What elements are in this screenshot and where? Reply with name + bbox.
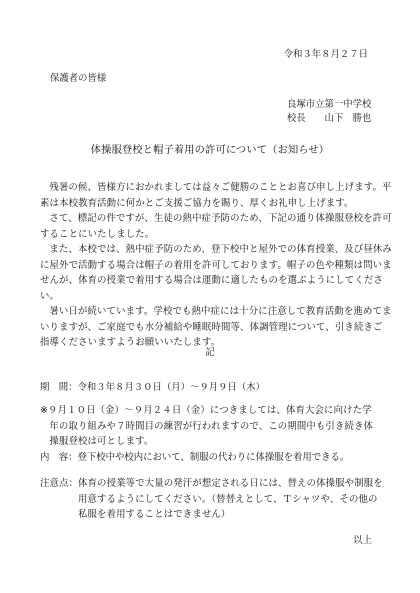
- body-paragraph: 残暑の候、皆様方におかれましては益々ご健勝のこととお喜び申し上げます。平素は本校教育活動に何かとご支援ご協力を賜り、厚くお礼申し上げます。: [40, 182, 392, 209]
- body-paragraph: さて、標記の件ですが、生徒の熱中症予防のため、下記の通り体操服登校を許可することにいたしました。: [40, 213, 392, 240]
- body-paragraph: 暑い日が続いています。学校でも熱中症には十分に注意して教育活動を進めてまいりますが、ご家庭でも水分補給や睡眠時間等、体調管理について、引き続きご指導くださいますようお願いいたします。: [40, 306, 392, 348]
- principal-name: 校長 山下 勝也: [287, 113, 372, 124]
- ki-heading: 記: [205, 347, 215, 358]
- content-line: 内 容：登下校中や校内において、制服の代わりに体操服を着用できる。: [40, 452, 350, 463]
- caution-label: 注意点：: [40, 478, 79, 489]
- document-title: 体操服登校と帽子着用の許可について（お知らせ）: [90, 145, 330, 156]
- closing-mark: 以上: [353, 535, 372, 546]
- caution-text: 体育の授業等で大量の発汗が想定される日には、替えの体操服や制服を用意するようにしてください。（替替えとして、Ｔシャツや、その他の私服を着用することはできません）: [78, 478, 383, 520]
- period-note-text: ※９月１０日（金）～９月２４日（金）につきましては、体育大会に向けた学年の取り組みや７時間目の練習が行われますので、この期間中も引き続き体操服登校は可とします。: [40, 405, 374, 447]
- period-note: [40, 403, 380, 450]
- caution-block: [40, 476, 385, 523]
- recipient: 保護者の皆様: [50, 73, 107, 84]
- period-line: 期 間：令和３年８月３０日（月）～９月９日（木）: [40, 382, 266, 393]
- body-text: [40, 180, 392, 351]
- document-date: 令和３年８月２７日: [283, 49, 368, 60]
- school-name: 良塚市立第一中学校: [287, 99, 372, 110]
- body-paragraph: また、本校では、熱中症予防のため、登下校中と屋外での体育授業、及び昼休みに屋外で活動する場合は帽子の着用を許可しております。帽子の色や種類は問いませんが、体育の授業で着用する場合は運動に適したものを選ぶようにしてください。: [40, 244, 392, 302]
